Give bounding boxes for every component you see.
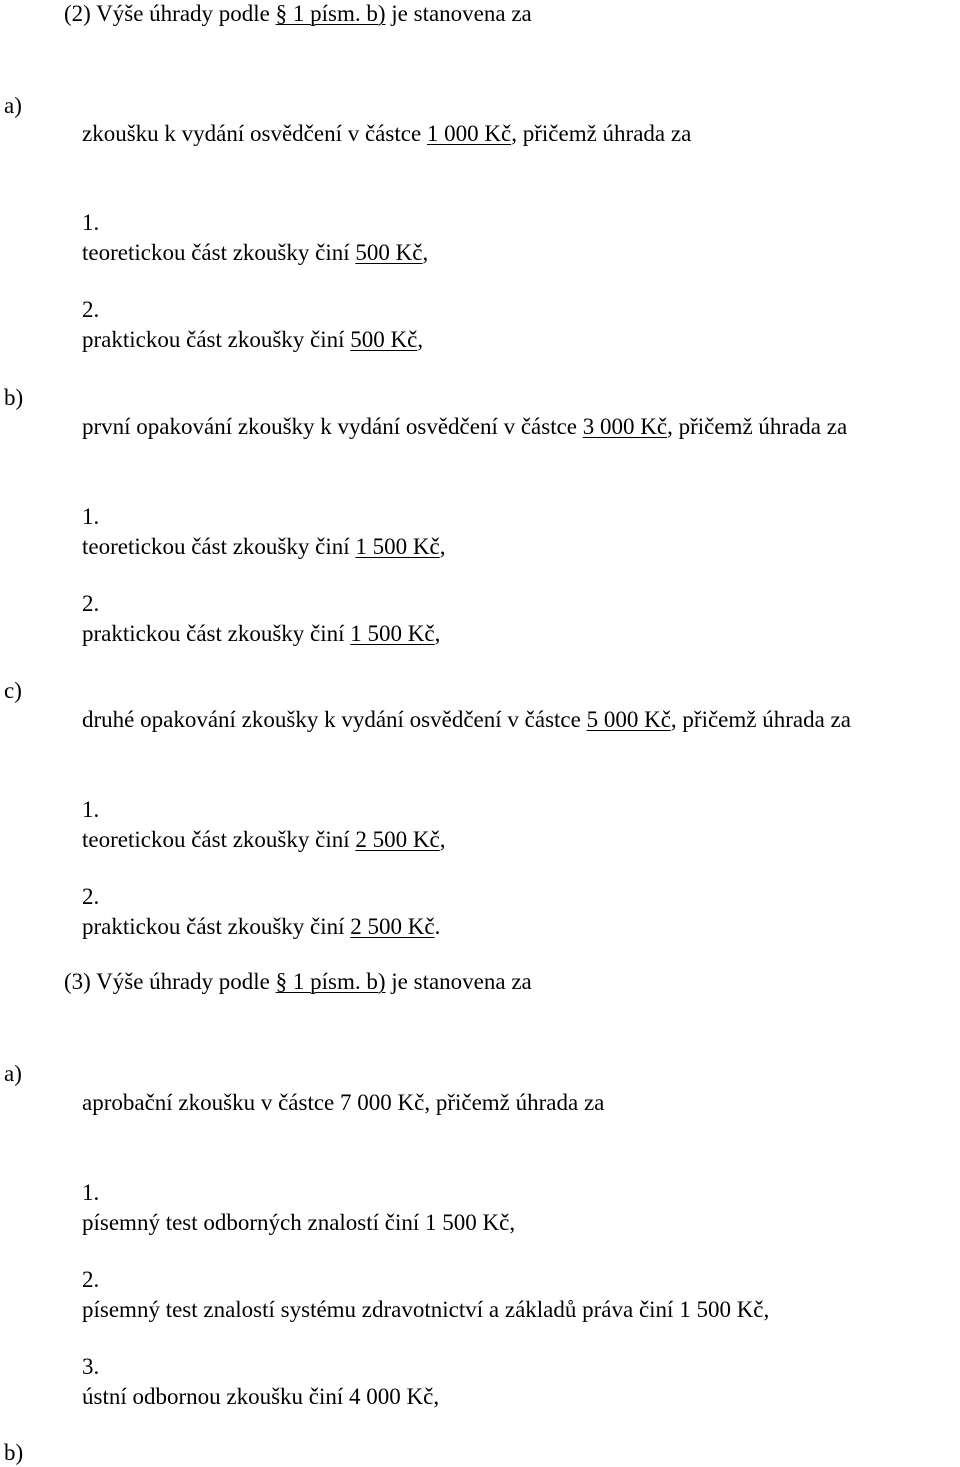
subitem-text: teoretickou část zkoušky činí 1 500 Kč, [82, 534, 446, 559]
amount: 2 500 Kč [355, 827, 440, 852]
heading-prefix: (3) Výše úhrady podle [64, 969, 276, 994]
item-a-text: zkoušku k vydání osvědčení v částce 1 000 Kč, přičemž úhrada za [82, 121, 692, 146]
item-letter-c: c) [4, 678, 22, 703]
subitem-number: 1. [82, 210, 100, 235]
amount: 1 000 Kč [426, 121, 512, 146]
paragraph-reference-link[interactable]: § 1 písm. b) [275, 1, 386, 26]
subitem-number: 1. [82, 504, 100, 529]
subitem-number: 3. [82, 1354, 100, 1379]
subitem-number: 2. [82, 591, 100, 616]
subitem-text: teoretickou část zkoušky činí 500 Kč, [82, 240, 429, 265]
subitem-text: ústní odbornou zkoušku činí 4 000 Kč, [82, 1384, 440, 1409]
subitem-number: 1. [82, 797, 100, 822]
item-b-text: první opakování zkoušky k vydání osvědčení v částce 3 000 Kč, přičemž úhrada za [82, 414, 848, 439]
heading-suffix: je stanovena za [385, 969, 532, 994]
subitem-text: praktickou část zkoušky činí 1 500 Kč, [82, 621, 441, 646]
subitem-number: 2. [82, 1267, 100, 1292]
heading-prefix: (2) Výše úhrady podle [64, 1, 276, 26]
amount: 1 500 Kč [355, 534, 440, 559]
subitem-text: praktickou část zkoušky činí 2 500 Kč. [82, 914, 441, 939]
amount: 1 500 Kč [350, 621, 435, 646]
item-letter-a: a) [4, 1061, 22, 1086]
amount: 500 Kč [355, 240, 423, 265]
subitem-number: 1. [82, 1180, 100, 1205]
subitem-number: 2. [82, 884, 100, 909]
item-letter-b: b) [4, 385, 24, 410]
item-letter-a: a) [4, 93, 22, 118]
subitem-text: písemný test odborných znalostí činí 1 500 Kč, [82, 1210, 516, 1235]
amount: 5 000 Kč [586, 707, 671, 732]
heading-suffix: je stanovena za [385, 1, 532, 26]
subitem-text: písemný test znalostí systému zdravotnictví a základů práva činí 1 500 Kč, [82, 1297, 770, 1322]
item-letter-b: b) [4, 1440, 24, 1465]
amount: 3 000 Kč [582, 414, 668, 439]
subitem-text: praktickou část zkoušky činí 500 Kč, [82, 327, 424, 352]
section-2-heading [64, 2, 532, 25]
section-3-heading [64, 970, 532, 993]
subitem-text: teoretickou část zkoušky činí 2 500 Kč, [82, 827, 446, 852]
amount: 2 500 Kč [350, 914, 435, 939]
subitem-number: 2. [82, 297, 100, 322]
amount: 500 Kč [350, 327, 418, 352]
item-c-text: druhé opakování zkoušky k vydání osvědčení v částce 5 000 Kč, přičemž úhrada za [82, 707, 851, 732]
paragraph-reference-link[interactable]: § 1 písm. b) [275, 969, 386, 994]
item-a-text: aprobační zkoušku v částce 7 000 Kč, přičemž úhrada za [82, 1090, 605, 1115]
